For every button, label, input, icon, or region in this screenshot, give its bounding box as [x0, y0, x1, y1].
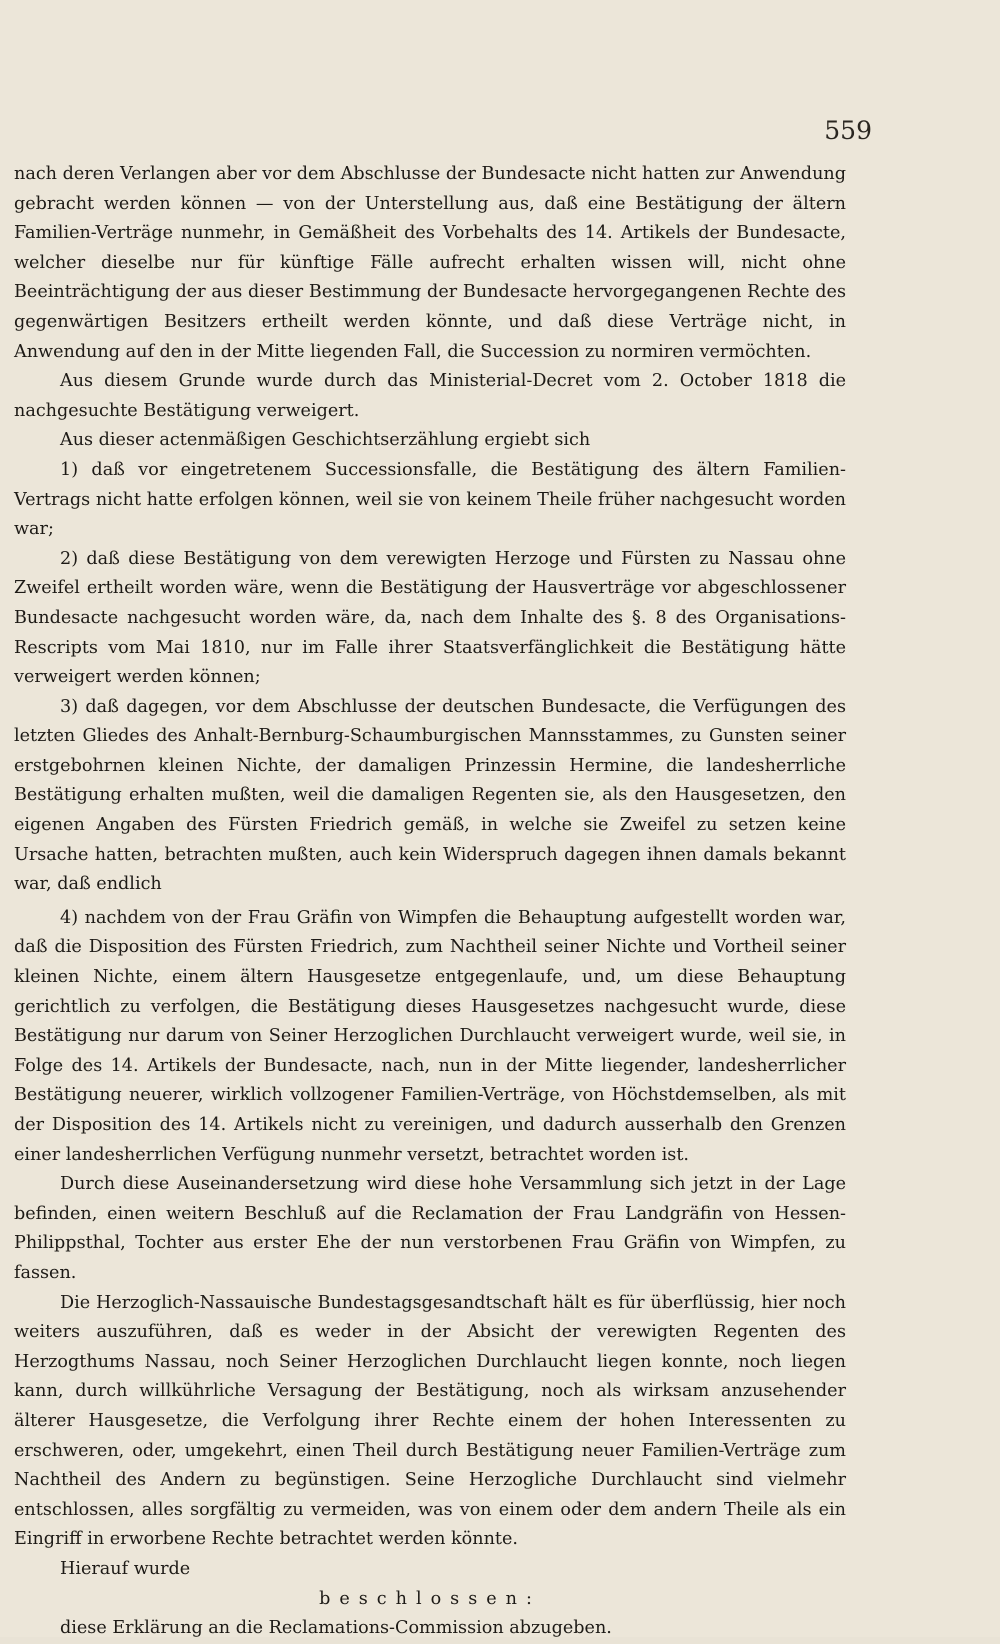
list-item-1: 1) daß vor eingetretenem Successionsfalle, die Bestätigung des ältern Familien-Vertrags nicht hatte erfolgen können, weil sie von keinem Theile früher nachgesucht worden war;: [14, 459, 846, 540]
page-number: 559: [824, 116, 872, 145]
paragraph-nassau-legation: Die Herzoglich-Nassauische Bundestagsgesandtschaft hält es für überflüssig, hier noch weiters auszuführen, daß es weder in der Absicht der verewigten Regenten des Herzogthums Nassau, noch Seiner Herzoglichen Durchlaucht liegen konnte, noch liegen kann, durch willkührliche Versagung der Bestätigung, noch als wirksam anzusehender älterer Hausgesetze, die Verfolgung ihrer Rechte einem der hohen Interessenten zu erschweren, oder, umgekehrt, einen Theil durch Bestätigung neuer Familien-Verträge zum Nachtheil des Andern zu begünstigen. Seine Herzogliche Durchlaucht sind vielmehr entschlossen, alles sorgfältig zu vermeiden, was von einem oder dem andern Theile als ein Eingriff in erworbene Rechte betrachtet werden könnte.: [14, 1292, 846, 1550]
list-item-4: 4) nachdem von der Frau Gräfin von Wimpfen die Behauptung aufgestellt worden war, daß die Disposition des Fürsten Friedrich, zum Nachtheil seiner Nichte und Vortheil seiner kleinen Nichte, einem ältern Hausgesetze entgegenlaufe, und, um diese Behauptung gerichtlich zu verfolgen, die Bestätigung dieses Hausgesetzes nachgesucht wurde, diese Bestätigung nur darum von Seiner Herzoglichen Durchlaucht verweigert wurde, weil sie, in Folge des 14. Artikels der Bundesacte, nach, nun in der Mitte liegender, landesherrlicher Bestätigung neuerer, wirklich vollzogener Familien-Verträge, von Höchstdemselben, als mit der Disposition des 14. Artikels nicht zu vereinigen, und dadurch ausserhalb den Grenzen einer landesherrlichen Verfügung nunmehr versetzt, betrachtet worden ist.: [14, 907, 846, 1165]
paragraph-resolution: diese Erklärung an die Reclamations-Commission abzugeben.: [60, 1618, 612, 1639]
paragraph-history-intro: Aus dieser actenmäßigen Geschichtserzählung ergiebt sich: [60, 430, 591, 451]
paragraph-continuation: nach deren Verlangen aber vor dem Abschlusse der Bundesacte nicht hatten zur Anwendung gebracht werden können — von der Unterstellung aus, daß eine Bestätigung der ältern Familien-Verträge nunmehr, in Gemäßheit des Vorbehalts des 14. Artikels der Bundesacte, welcher dieselbe nur für künftige Fälle aufrecht erhalten wissen will, nicht ohne Beeinträchtigung der aus dieser Bestimmung der Bundesacte hervorgegangenen Rechte des gegenwärtigen Besitzers ertheilt werden könnte, und daß diese Verträge nicht, in Anwendung auf den in der Mitte liegenden Fall, die Succession zu normiren vermöchten.: [14, 164, 846, 362]
paragraph-explanation: Durch diese Auseinandersetzung wird diese hohe Versammlung sich jetzt in der Lage befinden, einen weitern Beschluß auf die Reclamation der Frau Landgräfin von Hessen-Philippsthal, Tochter aus erster Ehe der nun verstorbenen Frau Gräfin von Wimpfen, zu fassen.: [14, 1174, 846, 1283]
list-item-2: 2) daß diese Bestätigung von dem verewigten Herzoge und Fürsten zu Nassau ohne Zweifel ertheilt worden wäre, wenn die Bestätigung der Hausverträge vor abgeschlossener Bundesacte nachgesucht worden wäre, da, nach dem Inhalte des §. 8 des Organisations-Rescripts vom Mai 1810, nur im Falle ihrer Staatsverfänglichkeit die Bestätigung hätte verweigert werden können;: [14, 548, 846, 688]
paragraph-hierauf: Hierauf wurde: [60, 1558, 191, 1579]
resolution-label: beschlossen:: [319, 1588, 541, 1609]
list-item-3: 3) daß dagegen, vor dem Abschlusse der deutschen Bundesacte, die Verfügungen des letzten Gliedes des Anhalt-Bernburg-Schaumburgischen Mannsstammes, zu Gunsten seiner erstgebohrnen kleinen Nichte, der damaligen Prinzessin Hermine, die landesherrliche Bestätigung erhalten mußten, weil die damaligen Regenten sie, als den Hausgesetzen, den eigenen Angaben des Fürsten Friedrich gemäß, in welche sie Zweifel zu setzen keine Ursache hatten, betrachten mußten, auch kein Widerspruch dagegen ihnen damals bekannt war, daß endlich: [14, 696, 846, 895]
paragraph-decree: Aus diesem Grunde wurde durch das Ministerial-Decret vom 2. October 1818 die nachgesuchte Bestätigung verweigert.: [14, 371, 846, 421]
body-text: [14, 160, 846, 1644]
